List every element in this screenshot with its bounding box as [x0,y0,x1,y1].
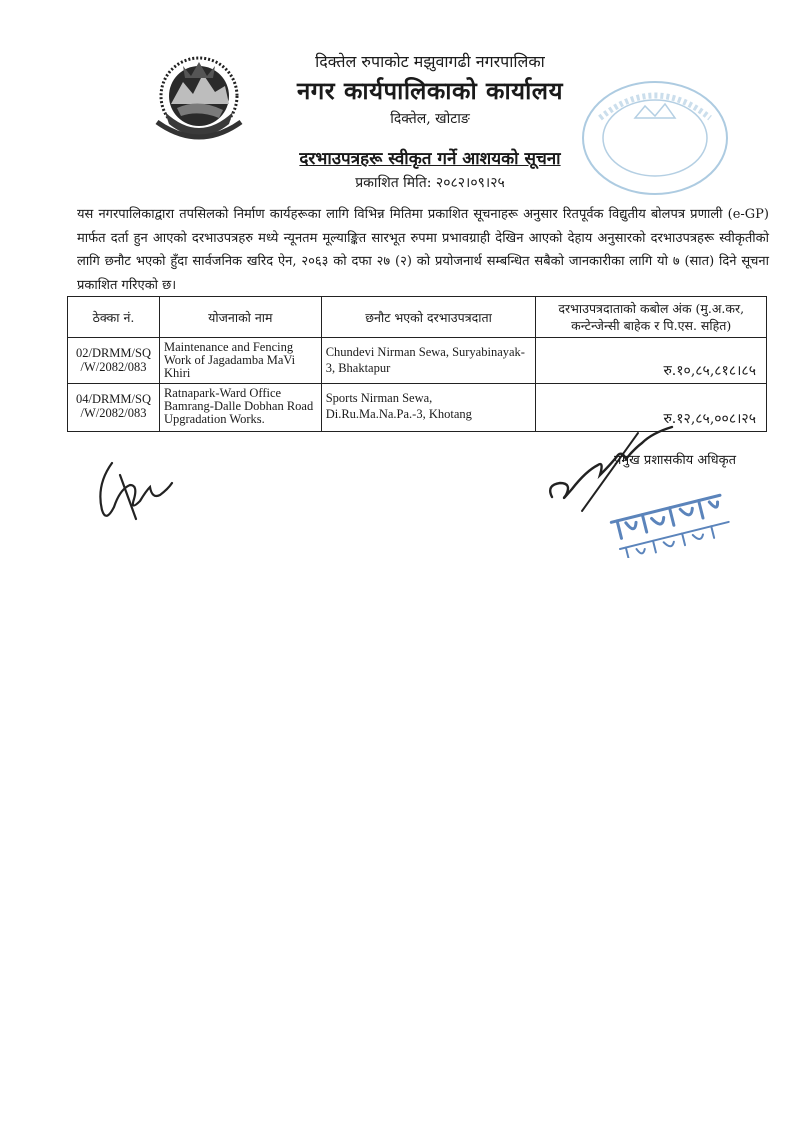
officer-name-seal [600,478,740,558]
officer-seal-graphic [600,478,740,558]
notice-title: दरभाउपत्रहरू स्वीकृत गर्ने आशयको सूचना [299,149,561,169]
signatory-title: प्रमुख प्रशासकीय अधिकृत [614,453,737,468]
office-name: नगर कार्यपालिकाको कार्यालय [296,76,564,105]
header-project-name: योजनाको नाम [159,297,321,338]
selected-bids-table [67,296,767,432]
notice-body: यस नगरपालिकाद्वारा तपसिलको निर्माण कार्यहरूका लागि विभिन्न मितिमा प्रकाशित सूचनाहरू अनुसार रितपूर्वक विद्युतीय बोलपत्र प्रणाली (e-GP) मार्फत दर्ता हुन आएको दरभाउपत्रहरु मध्ये न्यूनतम मूल्याङ्कित सारभूत रुपमा प्रभावग्राही देखिन आएको देहाय अनुसारको दरभाउपत्रहरू स्वीकृतीको लागि छनौट भएको हुँदा सार्वजनिक खरिद ऐन, २०६३ को दफा २७ (२) को प्रयोजनार्थ सम्बन्धित सबैको जानकारीका लागि यो ७ (सात) दिने सूचना प्रकाशित गरिएको छ। [77,207,769,293]
bidder-name: Sports Nirman Sewa, Di.Ru.Ma.Na.Pa.-3, Khotang [321,384,536,432]
handwritten-signature-left [90,455,180,527]
header-contract-no: ठेक्का नं. [68,297,160,338]
contract-no: 02/DRMM/SQ /W/2082/083 [68,338,160,384]
office-location: दिक्तेल, खोटाङ [390,111,470,127]
municipality-name: दिक्तेल रुपाकोट मझुवागढी नगरपालिका [315,52,545,71]
bid-amount: रु.१२,८५,००८।२५ [536,384,767,432]
bid-amount: रु.१०,८५,८१८।८५ [536,338,767,384]
table-header-row [68,297,767,338]
letterhead [250,50,610,128]
published-date: प्रकाशित मिति: २०८२।०९।२५ [355,175,505,191]
government-emblem [153,52,245,140]
project-name: Ratnapark-Ward Office Bamrang-Dalle Dobhan Road Upgradation Works. [159,384,321,432]
table-row [68,338,767,384]
header-bid-amount: दरभाउपत्रदाताको कबोल अंक (मु.अ.कर, कन्टेन्जेन्सी बाहेक र पि.एस. सहित) [536,297,767,338]
header-selected-bidder: छनौट भएको दरभाउपत्रदाता [321,297,536,338]
bidder-name: Chundevi Nirman Sewa, Suryabinayak-3, Bhaktapur [321,338,536,384]
contract-no: 04/DRMM/SQ /W/2082/083 [68,384,160,432]
project-name: Maintenance and Fencing Work of Jagadamba MaVi Khiri [159,338,321,384]
